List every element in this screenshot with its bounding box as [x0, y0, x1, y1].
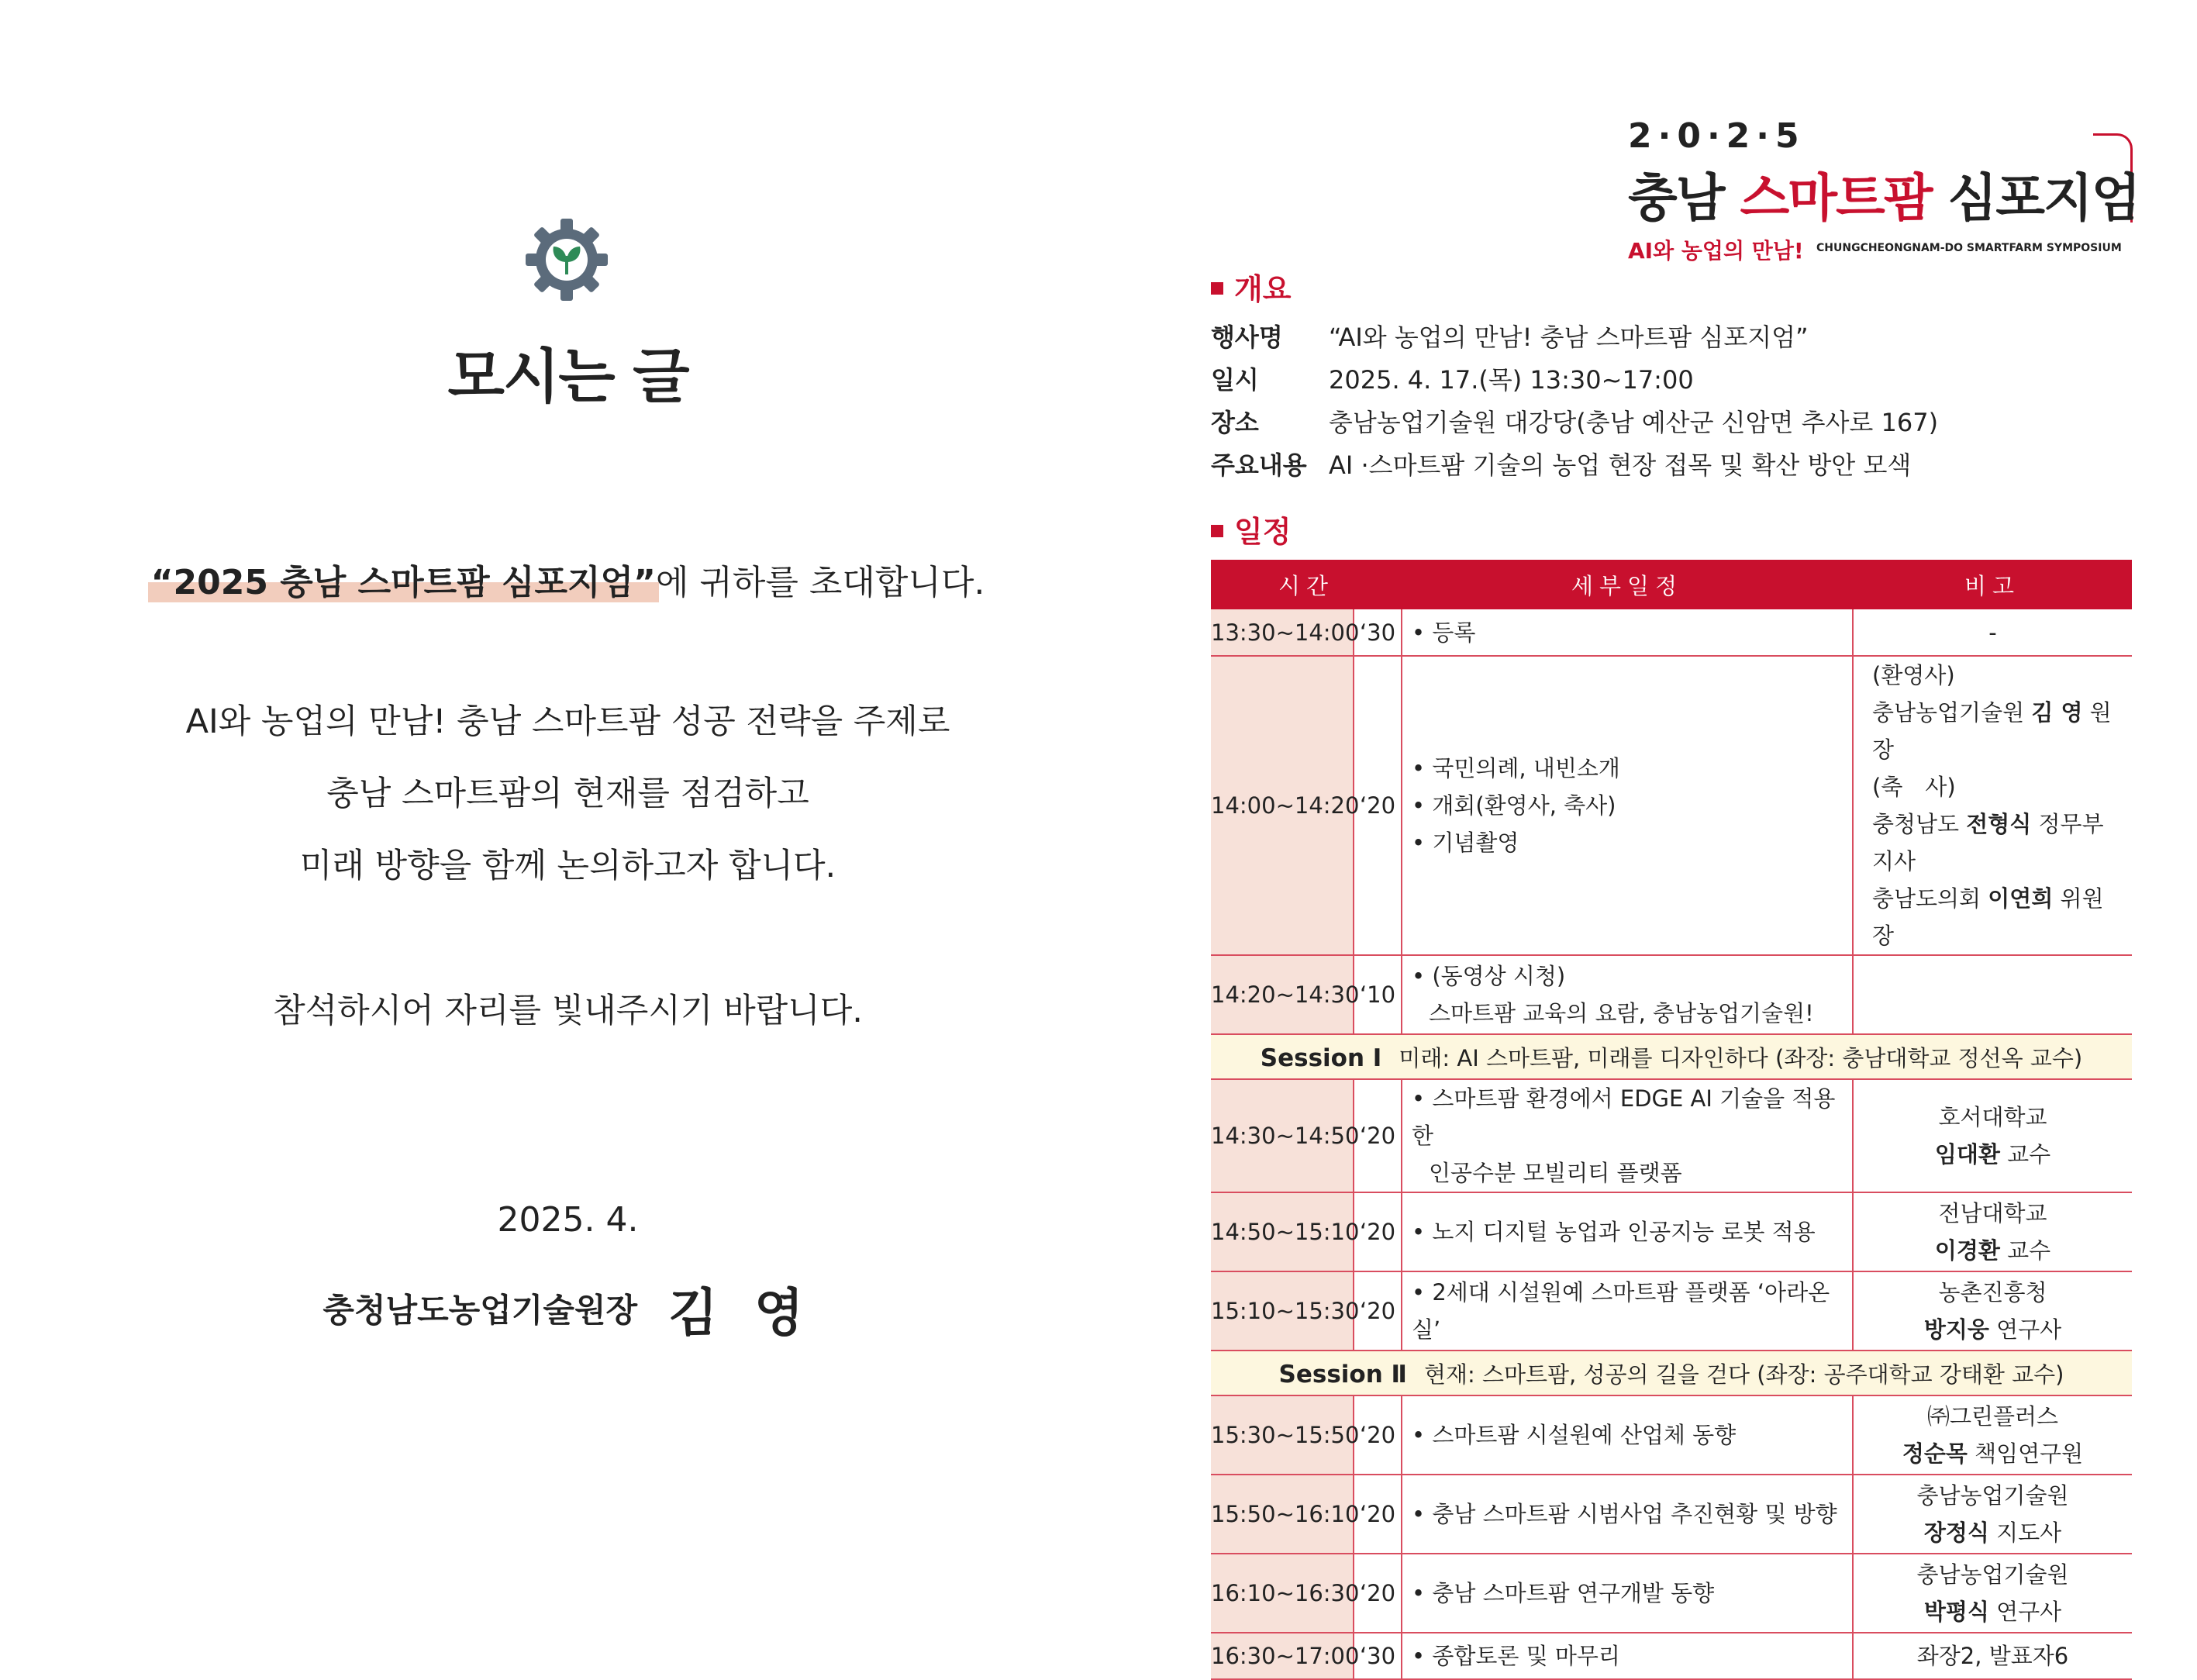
signer [0, 1271, 1136, 1345]
schedule-heading: 일정 [1211, 508, 1291, 550]
col-note: 비고 [1853, 560, 2132, 609]
table-row: 15:10~15:30 ‘20 • 2세대 시설원예 스마트팜 플랫폼 ‘아라온실’ 농촌진흥청 방지웅 연구사 [1211, 1271, 2132, 1351]
col-time: 시간 [1211, 560, 1402, 609]
table-row: 14:20~14:30 ‘10 • (동영상 시청) 스마트팜 교육의 요람, 충남농업기술원! [1211, 955, 2132, 1034]
overview-row-content: 주요내용 AI ·스마트팜 기술의 농업 현장 접목 및 확산 방안 모색 [1211, 450, 1912, 480]
table-row: 14:30~14:50 ‘20 • 스마트팜 환경에서 EDGE AI 기술을 적용한 인공수분 모빌리티 플랫폼 호서대학교 임대환 교수 [1211, 1079, 2132, 1192]
brand-title: 충남 스마트팜 심포지엄 [1628, 168, 2140, 228]
paragraph-line-4: 참석하시어 자리를 빛내주시기 바랍니다. [273, 992, 863, 1030]
paragraph-line-2: 충남 스마트팜의 현재를 점검하고 [326, 774, 809, 813]
paragraph-line-1: AI와 농업의 만남! 충남 스마트팜 성공 전략을 주제로 [185, 702, 950, 741]
signer-org: 충청남도농업기술원장 [322, 1291, 638, 1330]
invite-highlight: “2025 충남 스마트팜 심포지엄” [151, 554, 656, 604]
brand-subtitle: AI와 농업의 만남! [1628, 238, 1804, 264]
schedule-table [1211, 560, 2132, 1680]
brand-year: 2·0·2·5 [1628, 116, 1806, 156]
signer-name: 김 영 [668, 1283, 813, 1343]
table-header-row [1211, 560, 2132, 609]
invite-line [0, 554, 1136, 604]
page-title: 모시는 글 [447, 342, 688, 411]
table-row: 16:10~16:30 ‘20 • 충남 스마트팜 연구개발 동향 충남농업기술원 박평식 연구사 [1211, 1554, 2132, 1633]
overview-row-place: 장소 충남농업기술원 대강당(충남 예산군 신암면 추사로 167) [1211, 408, 1939, 437]
brand-subtitle-en: CHUNGCHEONGNAM-DO SMARTFARM SYMPOSIUM [1816, 242, 2122, 254]
session-row: Session Ⅰ 미래: AI 스마트팜, 미래를 디자인하다 (좌장: 충남대학교 정선옥 교수) [1211, 1034, 2132, 1079]
letter-date: 2025. 4. [497, 1200, 639, 1240]
table-row: 16:30~17:00 ‘30 • 종합토론 및 마무리 좌장2, 발표자6 [1211, 1633, 2132, 1679]
paragraph-line-3: 미래 방향을 함께 논의하고자 합니다. [299, 847, 836, 885]
col-detail: 세부일정 [1402, 560, 1853, 609]
table-row: 15:30~15:50 ‘20 • 스마트팜 시설원예 산업체 동향 ㈜그린플러스 정순목 책임연구원 [1211, 1395, 2132, 1475]
table-row: 13:30~14:00 ‘30 • 등록 - [1211, 609, 2132, 656]
gear-leaf-icon [524, 217, 609, 302]
overview-row-name: 행사명 “AI와 농업의 만남! 충남 스마트팜 심포지엄” [1211, 323, 1809, 352]
session-row: Session Ⅱ 현재: 스마트팜, 성공의 길을 걷다 (좌장: 공주대학교 강태환 교수) [1211, 1351, 2132, 1395]
table-row: 14:00~14:20 ‘20 • 국민의례, 내빈소개 • 개회(환영사, 축사) • 기념촬영 (환영사) 충남농업기술원 김 영 원장 (축 사) 충청남도 전형식 정무부지사 충남도의회 이연희 위원장 [1211, 656, 2132, 955]
overview-row-date: 일시 2025. 4. 17.(목) 13:30~17:00 [1211, 365, 1694, 395]
symposium-logo [1628, 116, 2140, 264]
table-row: 14:50~15:10 ‘20 • 노지 디지털 농업과 인공지능 로봇 적용 전남대학교 이경환 교수 [1211, 1192, 2132, 1271]
square-bullet-icon [1211, 525, 1223, 537]
invite-rest: 에 귀하를 초대합니다. [655, 563, 985, 602]
table-row: 15:50~16:10 ‘20 • 충남 스마트팜 시범사업 추진현황 및 방향 충남농업기술원 장정식 지도사 [1211, 1475, 2132, 1554]
square-bullet-icon [1211, 282, 1223, 295]
overview-heading: 개요 [1211, 265, 1291, 308]
